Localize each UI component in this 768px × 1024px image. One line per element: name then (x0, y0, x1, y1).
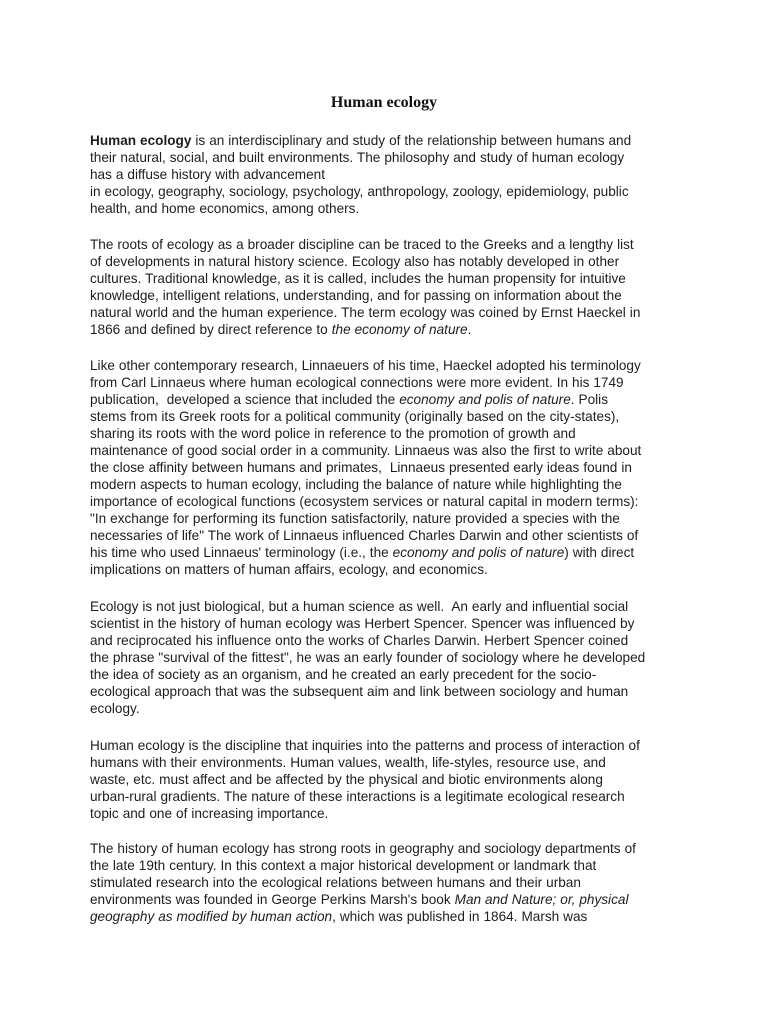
text-line (90, 321, 690, 338)
text-run: knowledge, intelligent relations, understanding, and for passing on information about the (90, 288, 622, 303)
paragraph-herbert-spencer (90, 598, 690, 717)
text-line (90, 649, 690, 666)
text-run: ecological approach that was the subsequent aim and link between sociology and human (90, 684, 629, 699)
text-run: Human ecology is the discipline that inquiries into the patterns and process of interaction of (90, 738, 640, 753)
text-run: , which was published in 1864. Marsh was (332, 909, 588, 924)
paragraph-discipline-definition (90, 737, 690, 822)
text-run: . Polis (570, 392, 608, 407)
text-run: ) with direct (564, 545, 635, 560)
text-line (90, 149, 690, 166)
text-line (90, 891, 690, 908)
text-run: stems from its Greek roots for a political community (originally based on the city-states), (90, 409, 620, 424)
text-line (90, 615, 690, 632)
document-title: Human ecology (330, 94, 438, 111)
text-line (90, 132, 690, 149)
text-line (90, 287, 690, 304)
text-line (90, 236, 690, 253)
text-line (90, 805, 690, 822)
text-line (90, 476, 690, 493)
text-line (90, 357, 690, 374)
bold-text: Human ecology (90, 133, 192, 148)
text-run: 1866 and defined by direct reference to (90, 322, 332, 337)
text-run: necessaries of life" The work of Linnaeus influenced Charles Darwin and other scientists of (90, 528, 639, 543)
text-line (90, 166, 690, 183)
italic-text: geography as modified by human action (90, 909, 333, 924)
text-run: scientist in the history of human ecology was Herbert Spencer. Spencer was influenced by (90, 616, 635, 631)
paragraph-intro (90, 132, 690, 217)
paragraph-history-geography (90, 840, 690, 925)
text-line (90, 857, 690, 874)
italic-text: the economy of nature (331, 322, 468, 337)
text-run: "In exchange for performing its function satisfactorily, nature provided a species with the (90, 511, 620, 526)
text-run: has a diffuse history with advancement (90, 167, 325, 182)
text-line (90, 737, 690, 754)
text-run: his time who used Linnaeus' terminology (i.e., the (90, 545, 393, 560)
text-run: implications on matters of human affairs, ecology, and economics. (90, 562, 488, 577)
text-run: . (467, 322, 472, 337)
text-run: Like other contemporary research, Linnaeuers of his time, Haeckel adopted his terminology (90, 358, 641, 373)
text-line (90, 908, 690, 925)
text-line (90, 544, 690, 561)
text-run: importance of ecological functions (ecosystem services or natural capital in modern terms): (90, 494, 639, 509)
text-line (90, 493, 690, 510)
italic-text: economy and polis of nature (392, 545, 565, 560)
text-run: their natural, social, and built environments. The philosophy and study of human ecology (90, 150, 625, 165)
text-run: in ecology, geography, sociology, psychology, anthropology, zoology, epidemiology, public (90, 184, 629, 199)
text-line (90, 874, 690, 891)
text-run: topic and one of increasing importance. (90, 806, 329, 821)
text-run: humans with their environments. Human values, wealth, life-styles, resource use, and (90, 755, 606, 770)
text-run: modern aspects to human ecology, including the balance of nature while highlighting the (90, 477, 622, 492)
text-line (90, 183, 690, 200)
text-run: is an interdisciplinary and study of the relationship between humans and (191, 133, 632, 148)
text-line (90, 666, 690, 683)
text-line (90, 771, 690, 788)
text-line (90, 840, 690, 857)
text-line (90, 270, 690, 287)
text-run: and reciprocated his influence onto the works of Charles Darwin. Herbert Spencer coined (90, 633, 629, 648)
text-run: sharing its roots with the word police in reference to the promotion of growth and (90, 426, 576, 441)
text-line (90, 442, 690, 459)
text-run: The history of human ecology has strong roots in geography and sociology departments of (90, 841, 636, 856)
text-line (90, 391, 690, 408)
text-run: ecology. (90, 701, 140, 716)
text-line (90, 253, 690, 270)
text-line (90, 304, 690, 321)
text-run: waste, etc. must affect and be affected by the physical and biotic environments along (90, 772, 603, 787)
text-line (90, 683, 690, 700)
text-line (90, 700, 690, 717)
text-run: stimulated research into the ecological relations between humans and their urban (90, 875, 581, 890)
italic-text: Man and Nature; or, physical (454, 892, 629, 907)
text-line (90, 527, 690, 544)
paragraph-linnaeus (90, 357, 690, 578)
text-line (90, 598, 690, 615)
paragraph-roots-of-ecology (90, 236, 690, 338)
text-run: of developments in natural history science. Ecology also has notably developed in other (90, 254, 620, 269)
text-run: publication, developed a science that included the (90, 392, 400, 407)
text-run: natural world and the human experience. The term ecology was coined by Ernst Haeckel in (90, 305, 641, 320)
text-run: the late 19th century. In this context a major historical development or landmark that (90, 858, 597, 873)
text-line (90, 561, 690, 578)
text-run: Ecology is not just biological, but a human science as well. An early and influential social (90, 599, 629, 614)
text-line (90, 754, 690, 771)
text-line (90, 788, 690, 805)
text-line (90, 632, 690, 649)
text-run: maintenance of good social order in a community. Linnaeus was also the first to write about (90, 443, 642, 458)
text-line (90, 408, 690, 425)
text-line (90, 200, 690, 217)
text-line (90, 425, 690, 442)
text-run: the phrase "survival of the fittest", he was an early founder of sociology where he developed (90, 650, 646, 665)
text-run: environments was founded in George Perkins Marsh's book (90, 892, 455, 907)
text-line (90, 459, 690, 476)
text-run: from Carl Linnaeus where human ecological connections were more evident. In his 1749 (90, 375, 624, 390)
text-run: the idea of society as an organism, and he created an early precedent for the socio- (90, 667, 597, 682)
text-run: health, and home economics, among others. (90, 201, 360, 216)
text-run: cultures. Traditional knowledge, as it is called, includes the human propensity for intuitive (90, 271, 626, 286)
text-run: the close affinity between humans and primates, Linnaeus presented early ideas found in (90, 460, 632, 475)
text-line (90, 510, 690, 527)
text-run: urban-rural gradients. The nature of these interactions is a legitimate ecological research (90, 789, 625, 804)
italic-text: economy and polis of nature (399, 392, 571, 407)
text-run: The roots of ecology as a broader discipline can be traced to the Greeks and a lengthy list (90, 237, 634, 252)
text-line (90, 374, 690, 391)
